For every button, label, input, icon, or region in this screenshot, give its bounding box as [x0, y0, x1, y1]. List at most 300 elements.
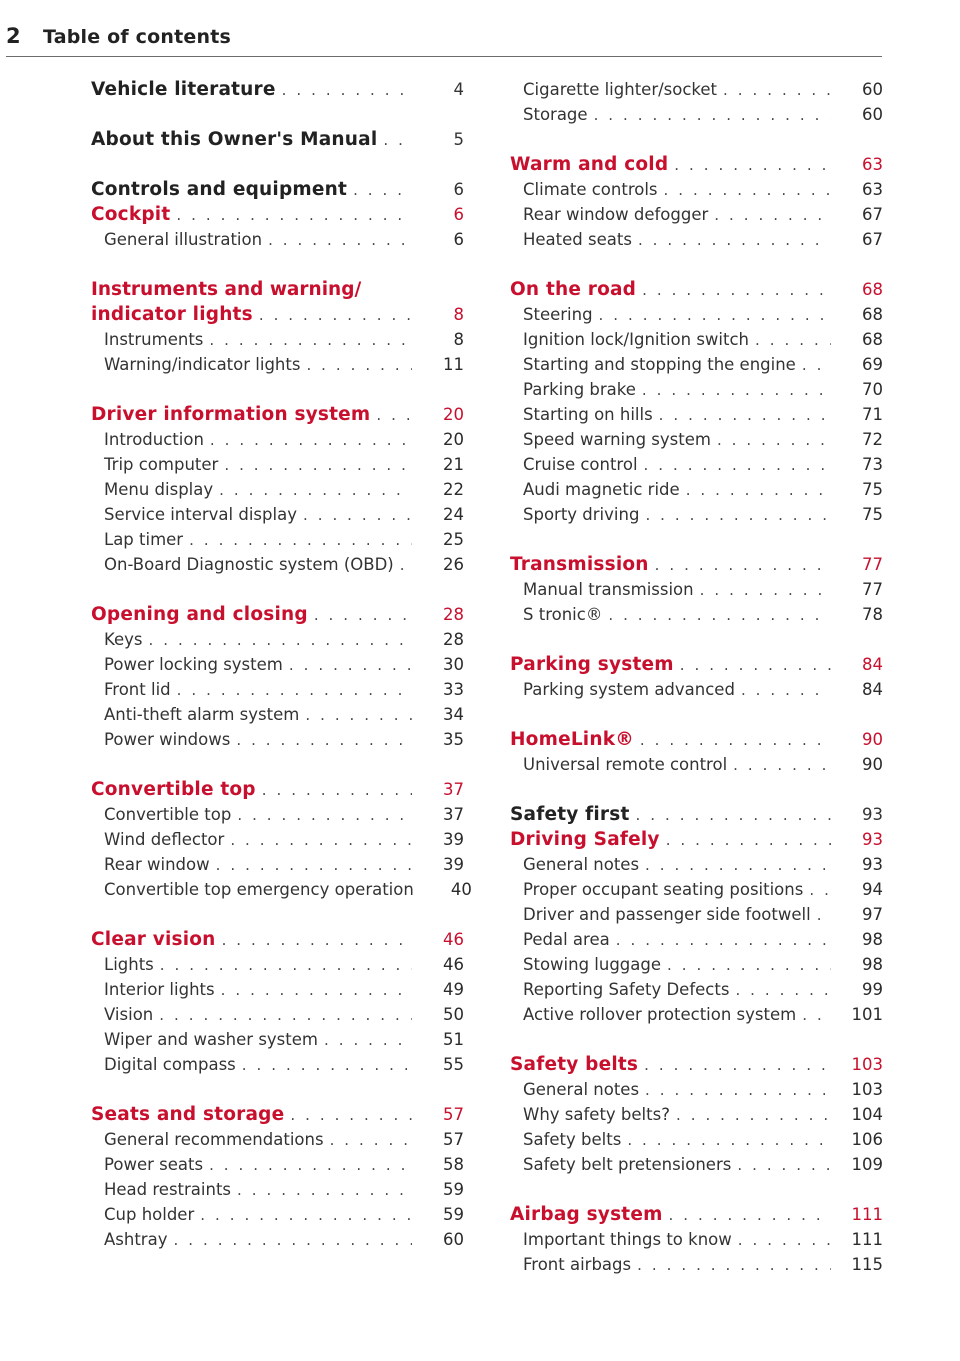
toc-section-entry[interactable] [91, 1027, 464, 1052]
toc-entry-title: Proper occupant seating positions [523, 880, 804, 899]
dot-leader [700, 581, 831, 599]
toc-entry-title: Warm and cold [510, 154, 669, 175]
toc-chapter-entry[interactable] [510, 652, 883, 677]
toc-section-entry[interactable] [510, 927, 883, 952]
toc-page-number: 67 [862, 205, 883, 224]
toc-section-entry[interactable] [91, 452, 464, 477]
toc-section-entry[interactable] [91, 677, 464, 702]
dot-leader [802, 1006, 831, 1024]
dot-leader [616, 931, 831, 949]
section-spacer [510, 1027, 883, 1052]
toc-page-number: 57 [443, 1130, 464, 1149]
dot-leader [627, 1131, 831, 1149]
toc-section-entry[interactable] [510, 752, 883, 777]
toc-page-number: 24 [443, 505, 464, 524]
toc-entry-title: Vehicle literature [91, 79, 276, 100]
dot-leader [714, 206, 831, 224]
toc-entry-title: On-Board Diagnostic system (OBD) [104, 555, 394, 574]
toc-section-entry[interactable] [91, 877, 472, 902]
toc-page-number: 8 [453, 305, 464, 324]
dot-leader [640, 731, 831, 749]
dot-leader [645, 1081, 831, 1099]
toc-entry-title: Parking system advanced [523, 680, 735, 699]
toc-chapter-entry[interactable] [510, 1052, 883, 1077]
toc-section-entry[interactable] [91, 977, 464, 1002]
toc-entry-title: Seats and storage [91, 1104, 285, 1125]
dot-leader [209, 331, 412, 349]
toc-entry-title: Wind deflector [104, 830, 225, 849]
toc-page-number: 4 [453, 80, 464, 99]
toc-page-number: 97 [862, 905, 883, 924]
toc-entry-title: Controls and equipment [91, 179, 348, 200]
toc-chapter-entry[interactable] [91, 402, 464, 427]
toc-entry-title: Storage [523, 105, 588, 124]
toc-entry-title: Wiper and washer system [104, 1030, 318, 1049]
section-spacer [91, 752, 464, 777]
dot-leader [666, 831, 831, 849]
toc-section-entry[interactable] [510, 1077, 883, 1102]
dot-leader [755, 331, 831, 349]
toc-entry-title: Vision [104, 1005, 154, 1024]
dot-leader [667, 956, 831, 974]
toc-section-entry[interactable] [91, 1052, 464, 1077]
dot-leader [659, 406, 831, 424]
toc-chapter-heading-line[interactable] [91, 277, 464, 302]
toc-page-number: 60 [862, 80, 883, 99]
toc-section-entry[interactable] [91, 1202, 464, 1227]
toc-entry-title: Safety belts [523, 1130, 622, 1149]
toc-entry-title: Safety first [510, 804, 630, 825]
toc-section-entry[interactable] [510, 327, 883, 352]
toc-page-number: 35 [443, 730, 464, 749]
toc-section-entry[interactable] [91, 352, 464, 377]
toc-page-number: 6 [453, 180, 464, 199]
toc-chapter-entry[interactable] [510, 552, 883, 577]
dot-leader [324, 1031, 412, 1049]
toc-page-number: 101 [851, 1005, 883, 1024]
toc-section-entry[interactable] [91, 852, 464, 877]
toc-chapter-entry[interactable] [91, 302, 464, 327]
section-spacer [510, 777, 883, 802]
toc-page-number: 59 [443, 1205, 464, 1224]
toc-entry-title: Power locking system [104, 655, 283, 674]
dot-leader [809, 881, 831, 899]
dot-leader [676, 1106, 831, 1124]
toc-section-entry[interactable] [510, 1002, 883, 1027]
toc-entry-title: Why safety belts? [523, 1105, 670, 1124]
toc-section-entry[interactable] [510, 602, 883, 627]
toc-section-entry[interactable] [91, 1002, 464, 1027]
toc-section-entry[interactable] [91, 802, 464, 827]
toc-section-entry[interactable] [91, 227, 464, 252]
toc-entry-title: Sporty driving [523, 505, 640, 524]
toc-section-entry[interactable] [510, 1102, 883, 1127]
toc-section-entry[interactable] [91, 952, 464, 977]
dot-leader [305, 706, 412, 724]
toc-entry-title: Lap timer [104, 530, 184, 549]
toc-chapter-entry[interactable] [91, 602, 464, 627]
section-spacer [91, 902, 464, 927]
toc-entry-title: Opening and closing [91, 604, 308, 625]
toc-chapter-entry[interactable] [91, 177, 464, 202]
toc-entry-title: Audi magnetic ride [523, 480, 680, 499]
section-spacer [510, 527, 883, 552]
dot-leader [262, 781, 412, 799]
toc-entry-title: Safety belt pretensioners [523, 1155, 732, 1174]
toc-entry-title: General notes [523, 1080, 640, 1099]
dot-leader [645, 506, 831, 524]
toc-entry-title: Stowing luggage [523, 955, 662, 974]
toc-section-entry[interactable] [510, 1252, 883, 1277]
dot-leader [636, 806, 831, 824]
toc-chapter-entry[interactable] [91, 927, 464, 952]
toc-entry-title: Starting and stopping the engine [523, 355, 796, 374]
toc-section-entry[interactable] [510, 1227, 883, 1252]
toc-section-entry[interactable] [510, 352, 883, 377]
toc-entry-title: Speed warning system [523, 430, 711, 449]
toc-page-number: 40 [450, 880, 472, 899]
toc-section-entry[interactable] [510, 227, 883, 252]
dot-leader [242, 1056, 412, 1074]
toc-page-number: 84 [862, 680, 883, 699]
dot-leader [817, 906, 831, 924]
dot-leader [303, 506, 412, 524]
toc-entry-title: Instruments and warning/ [91, 279, 362, 300]
toc-page-number: 5 [453, 130, 464, 149]
toc-page-number: 60 [443, 1230, 464, 1249]
toc-page-number: 11 [443, 355, 464, 374]
dot-leader [330, 1131, 412, 1149]
toc-entry-title: Cigarette lighter/socket [523, 80, 718, 99]
toc-section-entry[interactable] [510, 902, 883, 927]
toc-section-entry[interactable] [91, 652, 464, 677]
dot-leader [209, 1156, 412, 1174]
toc-section-entry[interactable] [91, 327, 464, 352]
dot-leader [664, 181, 831, 199]
toc-page-number: 75 [862, 505, 883, 524]
toc-page-number: 103 [851, 1080, 883, 1099]
toc-entry-title: Airbag system [510, 1204, 663, 1225]
toc-entry-title: Manual transmission [523, 580, 694, 599]
toc-chapter-entry[interactable] [91, 202, 464, 227]
section-spacer [510, 252, 883, 277]
toc-section-entry[interactable] [91, 1152, 464, 1177]
toc-page-number: 20 [443, 430, 464, 449]
toc-page-number: 33 [443, 680, 464, 699]
toc-page-number: 68 [862, 305, 883, 324]
toc-entry-title: Cruise control [523, 455, 638, 474]
toc-page-number: 72 [862, 430, 883, 449]
toc-section-entry[interactable] [510, 377, 883, 402]
toc-page-number: 99 [862, 980, 883, 999]
toc-section-entry[interactable] [91, 502, 464, 527]
dot-leader [723, 81, 831, 99]
section-spacer [91, 252, 464, 277]
dot-leader [282, 81, 412, 99]
toc-section-entry[interactable] [510, 852, 883, 877]
toc-entry-title: Ashtray [104, 1230, 168, 1249]
dot-leader [314, 606, 412, 624]
toc-section-entry[interactable] [91, 727, 464, 752]
toc-entry-title: Pedal area [523, 930, 610, 949]
toc-entry-title: Cockpit [91, 204, 171, 225]
toc-entry-title: Keys [104, 630, 143, 649]
dot-leader [802, 356, 831, 374]
toc-section-entry[interactable] [510, 977, 883, 1002]
dot-leader [177, 681, 412, 699]
toc-entry-title: General recommendations [104, 1130, 324, 1149]
toc-page-number: 20 [443, 405, 464, 424]
dot-leader [290, 1106, 412, 1124]
section-spacer [510, 627, 883, 652]
toc-entry-title: Lights [104, 955, 154, 974]
toc-entry-title: Head restraints [104, 1180, 232, 1199]
toc-chapter-entry[interactable] [510, 277, 883, 302]
toc-entry-title: Rear window defogger [523, 205, 709, 224]
section-spacer [91, 102, 464, 127]
toc-page-number: 78 [862, 605, 883, 624]
page-header [6, 22, 882, 57]
dot-leader [353, 181, 412, 199]
toc-section-entry[interactable] [91, 702, 464, 727]
dot-leader [176, 206, 412, 224]
toc-page-number: 93 [862, 855, 883, 874]
toc-page-number: 104 [851, 1105, 883, 1124]
toc-entry-title: General notes [523, 855, 640, 874]
toc-section-entry[interactable] [510, 302, 883, 327]
toc-entry-title: Universal remote control [523, 755, 728, 774]
page-title: Table of contents [43, 26, 232, 48]
toc-page-number: 46 [443, 930, 464, 949]
toc-section-entry[interactable] [510, 952, 883, 977]
dot-leader [259, 306, 412, 324]
toc-page-number: 77 [862, 555, 883, 574]
toc-page-number: 51 [443, 1030, 464, 1049]
dot-leader [717, 431, 831, 449]
dot-leader [599, 306, 831, 324]
toc-page-number: 39 [443, 830, 464, 849]
page-number: 2 [6, 24, 21, 48]
dot-leader [160, 956, 412, 974]
toc-right-column [510, 77, 883, 1277]
toc-entry-title: Front lid [104, 680, 171, 699]
toc-entry-title: Warning/indicator lights [104, 355, 301, 374]
dot-leader [268, 231, 412, 249]
dot-leader [642, 281, 831, 299]
toc-entry-title: Trip computer [104, 455, 219, 474]
toc-page-number: 50 [443, 1005, 464, 1024]
toc-entry-title: Front airbags [523, 1255, 632, 1274]
toc-section-entry[interactable] [510, 1127, 883, 1152]
dot-leader [733, 756, 831, 774]
toc-chapter-entry[interactable] [91, 777, 464, 802]
section-spacer [91, 377, 464, 402]
toc-section-entry[interactable] [91, 1177, 464, 1202]
toc-chapter-entry[interactable] [91, 77, 464, 102]
toc-page-number: 109 [851, 1155, 883, 1174]
dot-leader [638, 231, 831, 249]
toc-page-number: 8 [453, 330, 464, 349]
toc-entry-title: Power windows [104, 730, 231, 749]
dot-leader [230, 831, 412, 849]
toc-section-entry[interactable] [510, 102, 883, 127]
toc-page-number: 68 [862, 330, 883, 349]
dot-leader [236, 731, 412, 749]
toc-section-entry[interactable] [91, 627, 464, 652]
dot-leader [222, 931, 412, 949]
toc-page-number: 57 [443, 1105, 464, 1124]
toc-entry-title: Cup holder [104, 1205, 195, 1224]
toc-page-number: 26 [443, 555, 464, 574]
toc-chapter-entry[interactable] [91, 1102, 464, 1127]
section-spacer [91, 152, 464, 177]
dot-leader [608, 606, 831, 624]
toc-page-number: 6 [453, 230, 464, 249]
dot-leader [200, 1206, 412, 1224]
toc-entry-title: Digital compass [104, 1055, 236, 1074]
toc-entry-title: Anti-theft alarm system [104, 705, 300, 724]
toc-section-entry[interactable] [91, 827, 464, 852]
toc-section-entry[interactable] [510, 577, 883, 602]
toc-chapter-entry[interactable] [510, 152, 883, 177]
toc-page-number: 68 [862, 280, 883, 299]
toc-entry-title: S tronic® [523, 605, 603, 624]
toc-page-number: 84 [862, 655, 883, 674]
toc-section-entry[interactable] [91, 477, 464, 502]
dot-leader [741, 681, 831, 699]
dot-leader [159, 1006, 412, 1024]
dot-leader [383, 131, 412, 149]
toc-page-number: 75 [862, 480, 883, 499]
toc-page-number: 49 [443, 980, 464, 999]
toc-page-number: 71 [862, 405, 883, 424]
dot-leader [655, 556, 831, 574]
toc-section-entry[interactable] [91, 1127, 464, 1152]
toc-section-entry[interactable] [510, 177, 883, 202]
toc-chapter-entry[interactable] [91, 127, 464, 152]
toc-page-number: 103 [851, 1055, 883, 1074]
toc-entry-title: indicator lights [91, 304, 253, 325]
toc-section-entry[interactable] [510, 77, 883, 102]
toc-page-number: 25 [443, 530, 464, 549]
toc-entry-title: Parking brake [523, 380, 636, 399]
toc-page-number: 37 [443, 780, 464, 799]
toc-entry-title: Steering [523, 305, 593, 324]
toc-section-entry[interactable] [510, 477, 883, 502]
toc-chapter-entry[interactable] [510, 1202, 883, 1227]
dot-leader [737, 1156, 831, 1174]
toc-section-entry[interactable] [91, 527, 464, 552]
toc-section-entry[interactable] [510, 202, 883, 227]
toc-page-number: 93 [862, 830, 883, 849]
dot-leader [237, 1181, 412, 1199]
toc-page-number: 28 [443, 605, 464, 624]
toc-entry-title: About this Owner's Manual [91, 129, 378, 150]
dot-leader [237, 806, 412, 824]
dot-leader [738, 1231, 831, 1249]
toc-section-entry[interactable] [510, 402, 883, 427]
toc-entry-title: Safety belts [510, 1054, 639, 1075]
toc-section-entry[interactable] [91, 427, 464, 452]
section-spacer [91, 577, 464, 602]
toc-page-number: 39 [443, 855, 464, 874]
toc-entry-title: Important things to know [523, 1230, 732, 1249]
toc-entry-title: Convertible top [104, 805, 232, 824]
toc-entry-title: Driver and passenger side footwell [523, 905, 811, 924]
toc-page-number: 111 [851, 1230, 883, 1249]
toc-chapter-entry[interactable] [510, 827, 883, 852]
toc-page-number: 28 [443, 630, 464, 649]
dot-leader [674, 156, 831, 174]
toc-entry-title: Power seats [104, 1155, 204, 1174]
toc-entry-title: Heated seats [523, 230, 632, 249]
toc-entry-title: Active rollover protection system [523, 1005, 797, 1024]
toc-entry-title: Driver information system [91, 404, 371, 425]
toc-page-number: 98 [862, 930, 883, 949]
dot-leader [189, 531, 412, 549]
dot-leader [376, 406, 412, 424]
dot-leader [642, 381, 831, 399]
toc-entry-title: On the road [510, 279, 637, 300]
toc-page-number: 106 [851, 1130, 883, 1149]
dot-leader [644, 1056, 831, 1074]
toc-page-number: 34 [443, 705, 464, 724]
toc-section-entry[interactable] [510, 877, 883, 902]
toc-chapter-entry[interactable] [510, 802, 883, 827]
toc-entry-title: Driving Safely [510, 829, 660, 850]
dot-leader [594, 106, 831, 124]
toc-page-number: 111 [851, 1205, 883, 1224]
toc-page-number: 30 [443, 655, 464, 674]
toc-section-entry[interactable] [510, 427, 883, 452]
dot-leader [637, 1256, 831, 1274]
toc-page-number: 63 [862, 180, 883, 199]
toc-entry-title: Rear window [104, 855, 210, 874]
dot-leader [210, 431, 412, 449]
toc-section-entry[interactable] [510, 452, 883, 477]
toc-section-entry[interactable] [510, 1152, 883, 1177]
section-spacer [510, 127, 883, 152]
toc-page-number: 58 [443, 1155, 464, 1174]
dot-leader [219, 481, 412, 499]
dot-leader [645, 856, 831, 874]
toc-section-entry[interactable] [91, 552, 464, 577]
toc-page-number: 67 [862, 230, 883, 249]
toc-entry-title: Introduction [104, 430, 204, 449]
toc-entry-title: Parking system [510, 654, 674, 675]
toc-entry-title: Reporting Safety Defects [523, 980, 730, 999]
dot-leader [306, 356, 412, 374]
toc-entry-title: Convertible top emergency operation [104, 880, 414, 899]
toc-entry-title: Menu display [104, 480, 214, 499]
toc-section-entry[interactable] [91, 1227, 464, 1252]
toc-page-number: 22 [443, 480, 464, 499]
dot-leader [686, 481, 831, 499]
section-spacer [91, 1077, 464, 1102]
toc-section-entry[interactable] [510, 677, 883, 702]
toc-page-number: 46 [443, 955, 464, 974]
toc-page-number: 55 [443, 1055, 464, 1074]
toc-entry-title: General illustration [104, 230, 263, 249]
toc-chapter-entry[interactable] [510, 727, 883, 752]
toc-entry-title: Service interval display [104, 505, 297, 524]
dot-leader [735, 981, 831, 999]
toc-section-entry[interactable] [510, 502, 883, 527]
toc-entry-title: Climate controls [523, 180, 658, 199]
section-spacer [510, 1177, 883, 1202]
toc-left-column [91, 77, 472, 1252]
toc-page-number: 77 [862, 580, 883, 599]
